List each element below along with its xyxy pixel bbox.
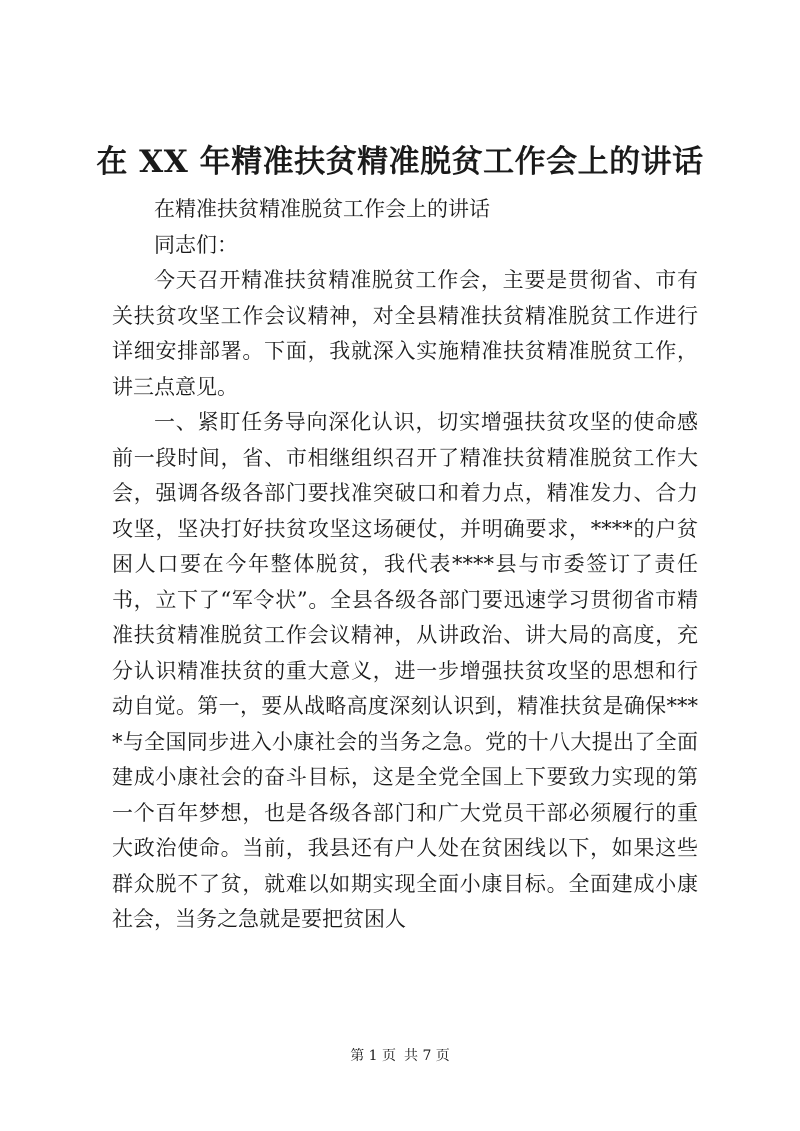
page-number: 第 1 页 — [350, 1048, 396, 1064]
salutation-paragraph: 同志们： — [154, 232, 238, 257]
subtitle-paragraph: 在精准扶贫精准脱贫工作会上的讲话 — [154, 197, 490, 221]
document-body — [112, 192, 698, 938]
document-title: 在 XX 年精准扶贫精准脱贫工作会上的讲话 — [96, 144, 704, 180]
page-total: 共 7 页 — [404, 1048, 450, 1064]
page-footer — [0, 1046, 800, 1066]
intro-paragraph: 今天召开精准扶贫精准脱贫工作会，主要是贯彻省、市有关扶贫攻坚工作会议精神，对全县精准扶贫精准脱贫工作进行详细安排部署。下面，我就深入实施精准扶贫精准脱贫工作，讲三点意见。 — [112, 268, 698, 399]
section-one-paragraph: 一、紧盯任务导向深化认识，切实增强扶贫攻坚的使命感前一段时间，省、市相继组织召开了精准扶贫精准脱贫工作大会，强调各级各部门要找准突破口和着力点，精准发力、合力攻坚，坚决打好扶贫攻坚这场硬仗，并明确要求，****的户贫困人口要在今年整体脱贫，我代表****县与市委签订了责任书，立下了“军令状”。全县各级各部门要迅速学习贯彻省市精准扶贫精准脱贫工作会议精神，从讲政治、讲大局的高度，充分认识精准扶贫的重大意义，进一步增强扶贫攻坚的思想和行动自觉。第一，要从战略高度深刻认识到，精准扶贫是确保****与全国同步进入小康社会的当务之急。党的十八大提出了全面建成小康社会的奋斗目标，这是全党全国上下要致力实现的第一个百年梦想，也是各级各部门和广大党员干部必须履行的重大政治使命。当前，我县还有户人处在贫困线以下，如果这些群众脱不了贫，就难以如期实现全面小康目标。全面建成小康社会，当务之急就是要把贫困人 — [112, 410, 698, 931]
